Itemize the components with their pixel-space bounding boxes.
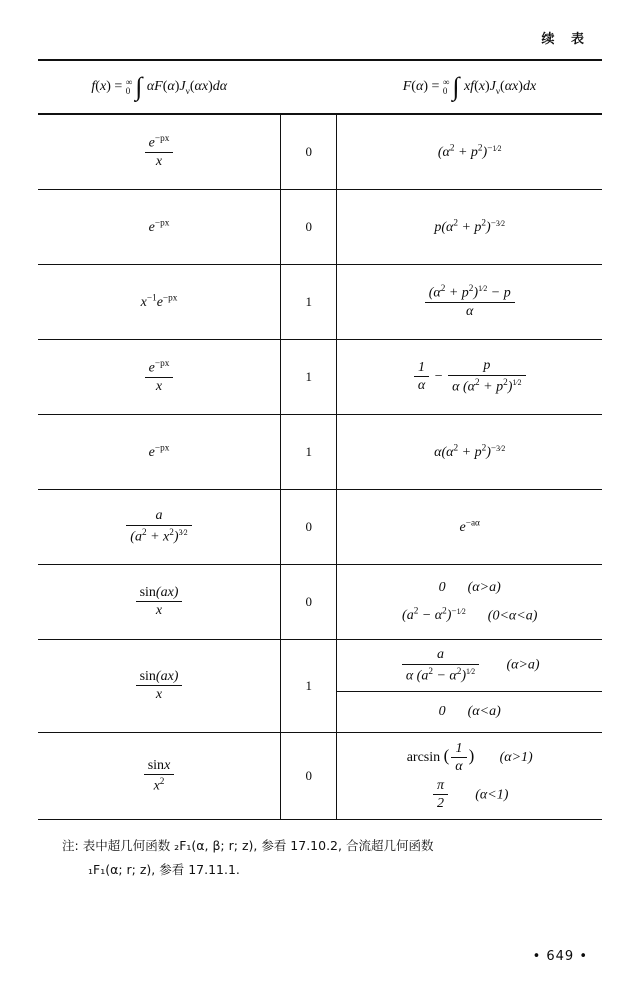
cell-right: $p(\alpha^2 + p^2)^{-3⁄2}$ xyxy=(337,190,602,265)
cell-nu: 1 xyxy=(281,265,337,340)
cell-left: $\frac{a}{(a^2 + x^2)^{3⁄2}}$ xyxy=(38,490,281,565)
cell-left: $\frac{\sin(ax)}{x}$ xyxy=(38,640,281,733)
cell-nu: 1 xyxy=(281,340,337,415)
cell-right: $\frac{(\alpha^2 + p^2)^{1⁄2} - p}{\alpha}$ xyxy=(337,265,602,340)
table-row xyxy=(38,265,602,340)
header-cell-fx: f(x) = ∞ 0 ∫ $\alpha F(\alpha)J_\nu(\alpha x)d\alpha$ xyxy=(38,60,281,114)
cell-nu: 0 xyxy=(281,190,337,265)
cell-right: $(\alpha^2 + p^2)^{-1⁄2}$ xyxy=(337,114,602,190)
case-line: $\frac{\pi}{2}$ (α<1) xyxy=(337,777,602,814)
cell-nu: 1 xyxy=(281,415,337,490)
table-row xyxy=(38,733,602,820)
cell-right xyxy=(337,565,602,640)
cell-nu: 0 xyxy=(281,565,337,640)
cell-right: $\alpha(\alpha^2 + p^2)^{-3⁄2}$ xyxy=(337,415,602,490)
header-cell-nu xyxy=(281,60,337,114)
cell-left: $\frac{e^{-px}}{x}$ xyxy=(38,114,281,190)
case-line: 0 (α>a) xyxy=(438,579,501,595)
cell-left: $e^{-px}$ xyxy=(38,190,281,265)
cell-right: $\frac{1}{\alpha}$ − $\frac{p}{\alpha (\alpha^2 + p^2)^{1⁄2}}$ xyxy=(337,340,602,415)
cell-left: $\frac{\sin(ax)}{x}$ xyxy=(38,565,281,640)
case-line: $(a^2 - \alpha^2)^{-1⁄2}$ (0<α<a) xyxy=(402,605,538,624)
footnote xyxy=(38,834,602,882)
header-cell-Falpha: F(α) = ∞ 0 ∫ $xf(x)J_\nu(\alpha x)dx$ xyxy=(337,60,602,114)
footnote-line-2: ₁F₁(α; r; z), 参看 17.11.1. xyxy=(88,862,240,878)
table-row xyxy=(38,490,602,565)
table-row xyxy=(38,190,602,265)
page-number: • 649 • xyxy=(532,949,588,964)
cell-nu: 0 xyxy=(281,733,337,820)
cell-left: $e^{-px}$ xyxy=(38,415,281,490)
case-line: $\frac{a}{\alpha (a^2 - \alpha^2)^{1⁄2}}$ (α>a) xyxy=(337,640,602,691)
table-header-row xyxy=(38,60,602,114)
table-row xyxy=(38,565,602,640)
page-header: 续 表 xyxy=(541,32,590,47)
case-line: arcsin ( $\frac{1}{\alpha}$ ) (α>1) xyxy=(406,740,533,775)
cell-left: $x^{-1}e^{-px}$ xyxy=(38,265,281,340)
formula-table xyxy=(38,59,602,820)
cell-left: $\frac{\sin x}{x^2}$ xyxy=(38,733,281,820)
footnote-label: 注: xyxy=(62,838,79,854)
table-row xyxy=(38,340,602,415)
cell-right xyxy=(337,733,602,820)
cell-nu: 0 xyxy=(281,490,337,565)
cell-nu: 0 xyxy=(281,114,337,190)
cell-left: $\frac{e^{-px}}{x}$ xyxy=(38,340,281,415)
cell-nu: 1 xyxy=(281,640,337,733)
table-row xyxy=(38,415,602,490)
cell-right xyxy=(337,640,602,733)
cell-right: $e^{-a\alpha}$ xyxy=(337,490,602,565)
table-row xyxy=(38,114,602,190)
table-row xyxy=(38,640,602,733)
footnote-line-1: 表中超几何函数 ₂F₁(α, β; r; z), 参看 17.10.2, 合流超几何函数 xyxy=(82,838,434,854)
case-line: 0 (α<a) xyxy=(337,691,602,732)
